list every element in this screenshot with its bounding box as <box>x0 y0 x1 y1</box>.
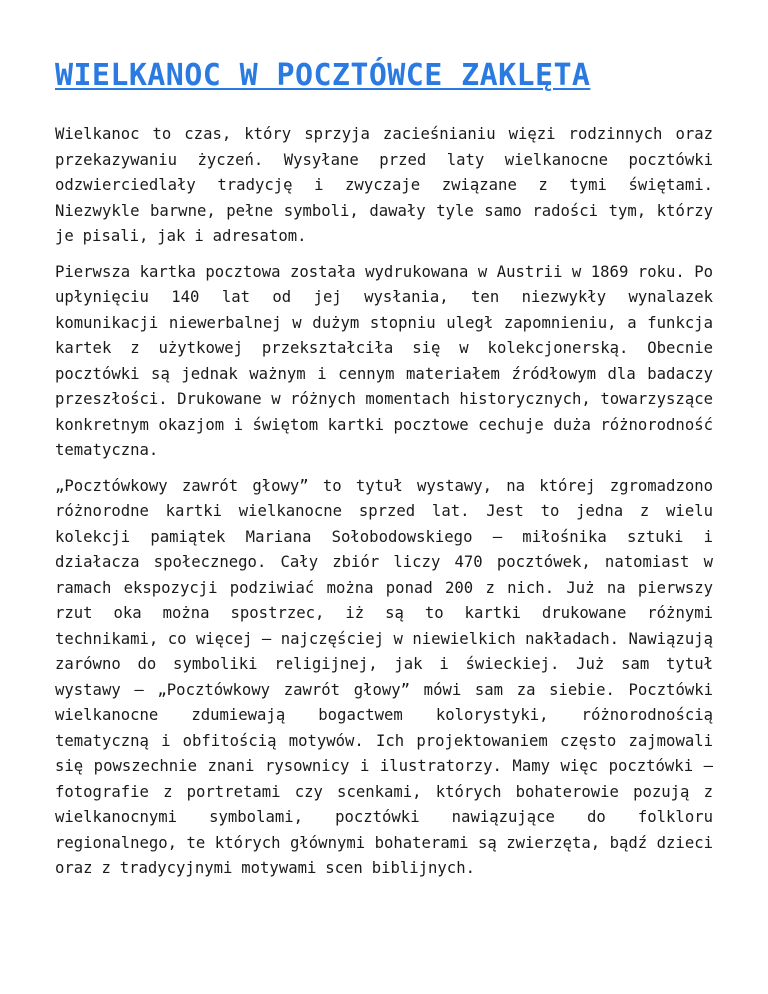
paragraph-history: Pierwsza kartka pocztowa została wydrukowana w Austrii w 1869 roku. Po upłynięciu 140 lat od jej wysłania, ten niezwykły wynalazek komunikacji niewerbalnej w dużym stopniu uległ zapomnieniu, a funkcja kartek z użytkowej przekształciła się w kolekcjonerską. Obecnie pocztówki są jednak ważnym i cennym materiałem źródłowym dla badaczy przeszłości. Drukowane w różnych momentach historycznych, towarzyszące konkretnym okazjom i świętom kartki pocztowe cechuje duża różnorodność tematyczna. <box>55 262 713 459</box>
article <box>55 0 713 892</box>
paragraph-exhibition: „Pocztówkowy zawrót głowy” to tytuł wystawy, na której zgromadzono różnorodne kartki wielkanocne sprzed lat. Jest to jedna z wielu kolekcji pamiątek Mariana Sołobodowskiego – miłośnika sztuki i działacza społecznego. Cały zbiór liczy 470 pocztówek, natomiast w ramach ekspozycji podziwiać można ponad 200 z nich. Już na pierwszy rzut oka można spostrzec, iż są to kartki drukowane różnymi technikami, co więcej – najczęściej w niewielkich nakładach. Nawiązują zarówno do symboliki religijnej, jak i świeckiej. Już sam tytuł wystawy – „Pocztówkowy zawrót głowy” mówi sam za siebie. Pocztówki wielkanocne zdumiewają bogactwem kolorystyki, różnorodnością tematyczną i obfitością motywów. Ich projektowaniem często zajmowali się powszechnie znani rysownicy i ilustratorzy. Mamy więc pocztówki – fotografie z portretami czy scenkami, których bohaterowie pozują z wielkanocnymi symbolami, pocztówki nawiązujące do folkloru regionalnego, te których głównymi bohaterami są zwierzęta, bądź dzieci oraz z tradycyjnymi motywami scen biblijnych. <box>55 476 713 877</box>
article-body <box>55 122 713 882</box>
article-title-link[interactable]: WIELKANOC W POCZTÓWCE ZAKLĘTA <box>55 58 591 93</box>
paragraph-intro: Wielkanoc to czas, który sprzyja zacieśnianiu więzi rodzinnych oraz przekazywaniu życzeń. Wysyłane przed laty wielkanocne pocztówki odzwierciedlały tradycję i zwyczaje związane z tymi świętami. Niezwykle barwne, pełne symboli, dawały tyle samo radości tym, którzy je pisali, jak i adresatom. <box>55 125 713 245</box>
